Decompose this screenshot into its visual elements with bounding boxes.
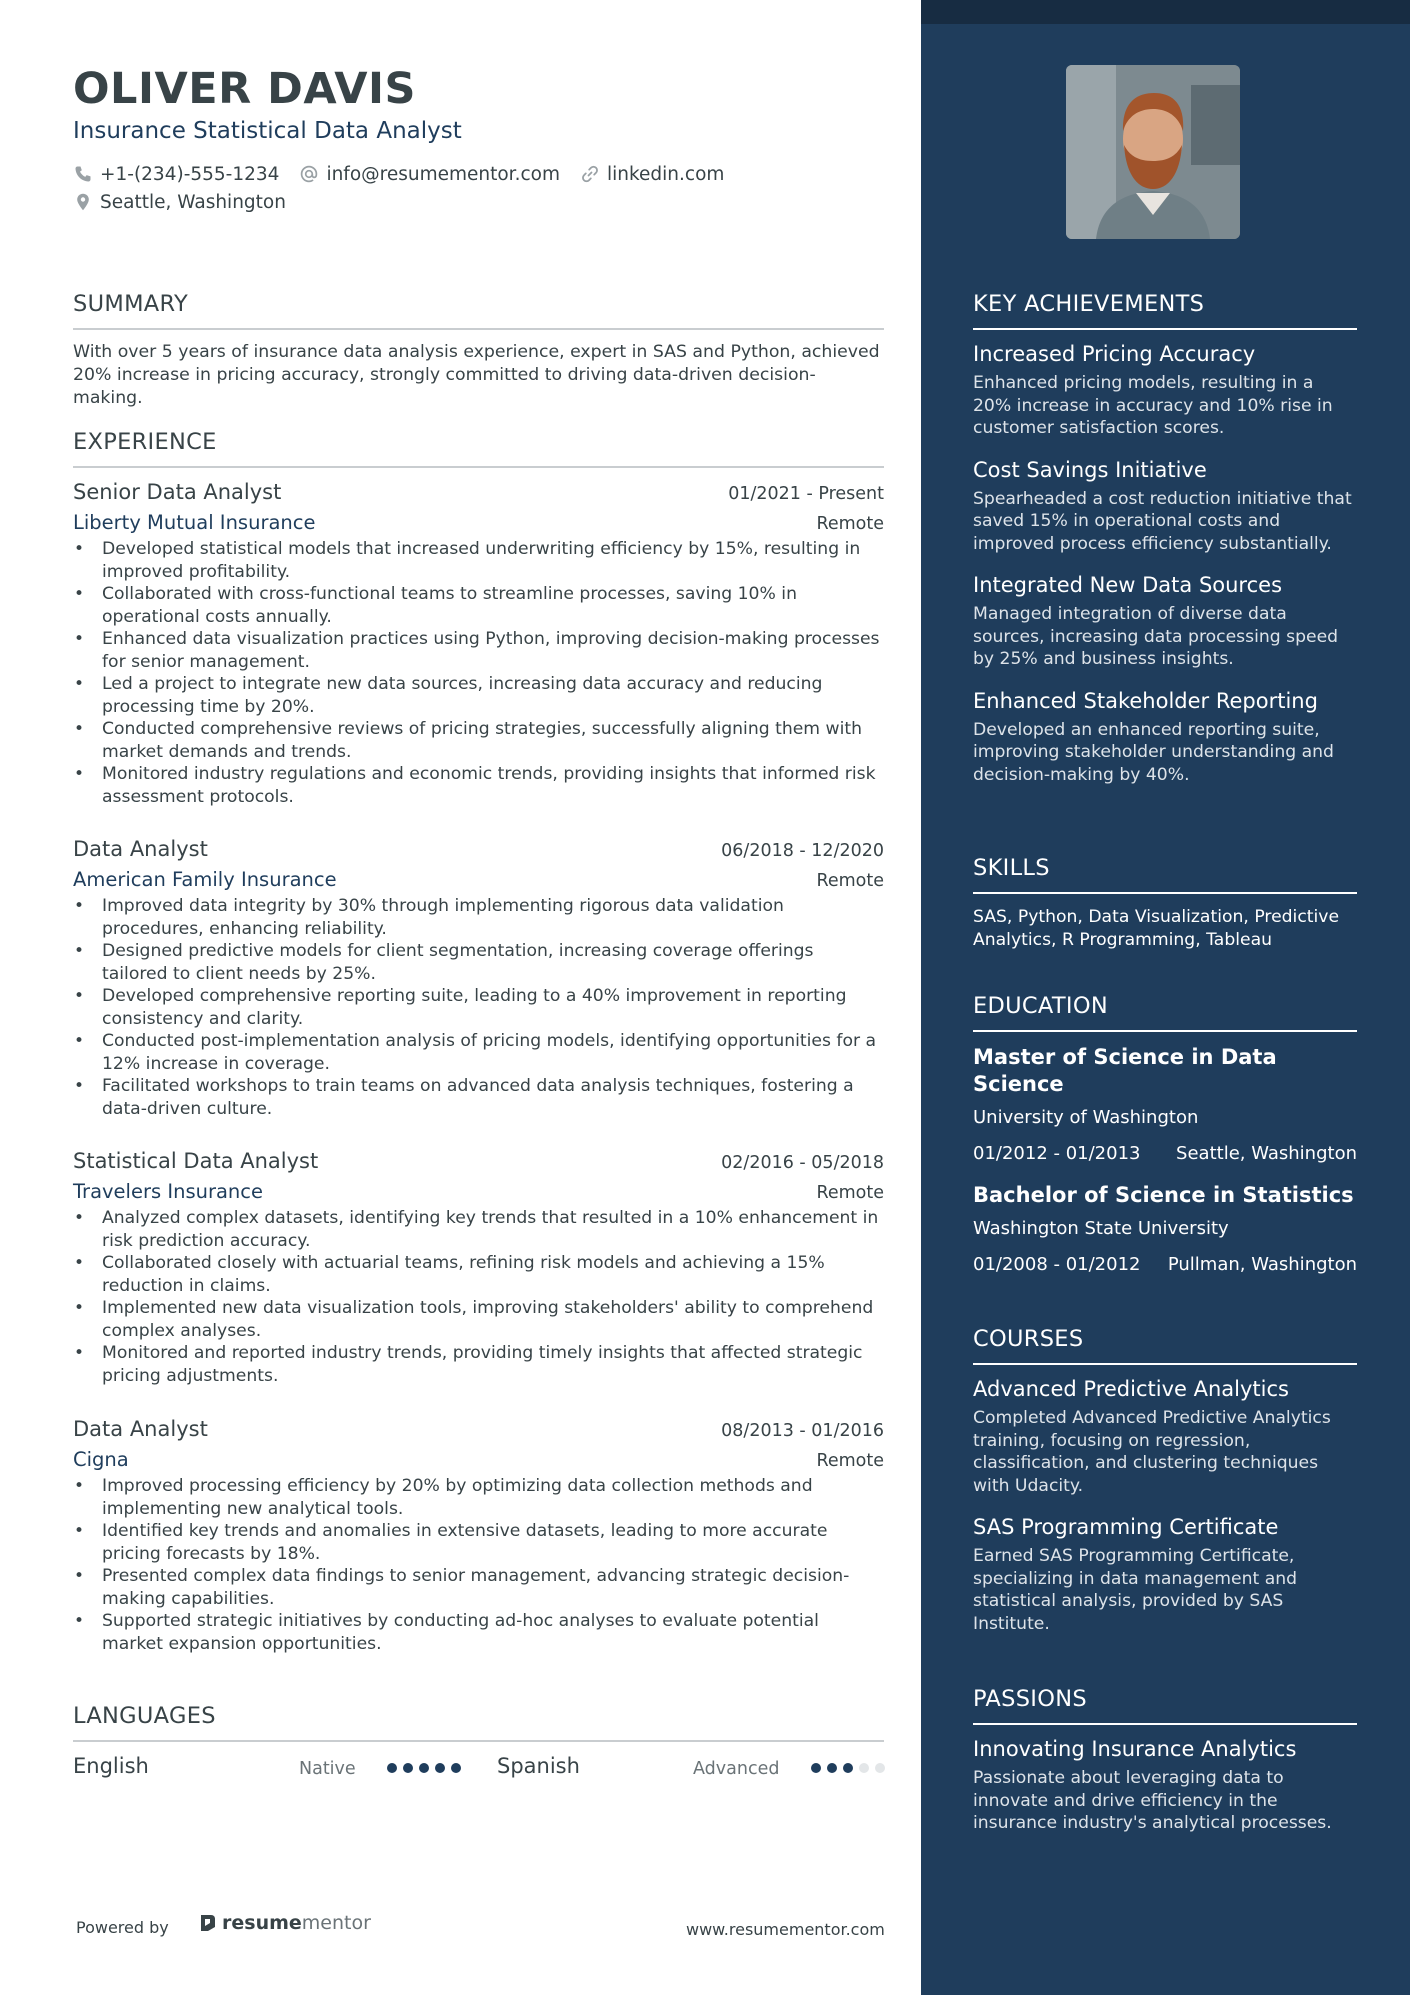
job-title: Data Analyst bbox=[73, 1417, 208, 1441]
education-dates: 01/2012 - 01/2013 bbox=[973, 1143, 1141, 1164]
job-dates: 06/2018 - 12/2020 bbox=[721, 841, 884, 861]
skills-block bbox=[973, 906, 1357, 951]
location-contact bbox=[73, 192, 286, 213]
language-rating bbox=[811, 1763, 891, 1773]
job-title: Data Analyst bbox=[73, 837, 208, 861]
contact-info bbox=[73, 160, 893, 216]
achievement-item bbox=[973, 458, 1357, 556]
job-company: Liberty Mutual Insurance bbox=[73, 511, 316, 534]
email-contact[interactable] bbox=[299, 164, 560, 185]
job-bullet: • Presented complex data findings to senior management, advancing strategic decision-making capabilities. bbox=[73, 1565, 884, 1610]
candidate-role: Insurance Statistical Data Analyst bbox=[73, 118, 462, 144]
achievement-title: Integrated New Data Sources bbox=[973, 573, 1283, 597]
job-company: American Family Insurance bbox=[73, 868, 337, 891]
education-degree: Master of Science in Data Science bbox=[973, 1045, 1277, 1096]
rating-dot-filled bbox=[451, 1763, 461, 1773]
education-heading: EDUCATION bbox=[973, 993, 1357, 1032]
achievement-desc: Spearheaded a cost reduction initiative that saved 15% in operational costs and improved process efficiency substantially. bbox=[973, 488, 1352, 554]
experience-heading: EXPERIENCE bbox=[73, 429, 884, 468]
job-bullets bbox=[73, 1207, 884, 1387]
job-location: Remote bbox=[816, 1451, 884, 1471]
job-dates: 02/2016 - 05/2018 bbox=[721, 1153, 884, 1173]
job-bullet: • Developed statistical models that increased underwriting efficiency by 15%, resulting in improved profitability. bbox=[73, 538, 884, 583]
job-bullet: • Monitored industry regulations and economic trends, providing insights that informed risk assessment protocols. bbox=[73, 763, 884, 808]
logo-mentor-text: mentor bbox=[301, 1912, 371, 1934]
experience-entry bbox=[73, 480, 884, 808]
job-bullet: • Facilitated workshops to train teams on advanced data analysis techniques, fostering a data-driven culture. bbox=[73, 1075, 884, 1120]
profile-photo bbox=[1066, 65, 1240, 239]
achievement-desc: Enhanced pricing models, resulting in a 20% increase in accuracy and 10% rise in customer satisfaction scores. bbox=[973, 373, 1333, 438]
job-bullet: • Developed comprehensive reporting suite, leading to a 40% improvement in reporting consistency and clarity. bbox=[73, 985, 884, 1030]
education-list bbox=[973, 1044, 1357, 1275]
candidate-name: OLIVER DAVIS bbox=[73, 64, 416, 114]
achievement-desc: Developed an enhanced reporting suite, improving stakeholder understanding and decision-making by 40%. bbox=[973, 719, 1334, 785]
achievement-title: Increased Pricing Accuracy bbox=[973, 342, 1256, 366]
job-bullets bbox=[73, 1475, 884, 1655]
passion-item bbox=[973, 1737, 1357, 1835]
skills-heading: SKILLS bbox=[973, 855, 1357, 894]
logo-icon bbox=[199, 1913, 217, 1933]
course-item bbox=[973, 1377, 1357, 1497]
languages-list bbox=[73, 1752, 884, 1784]
course-desc: Earned SAS Programming Certificate, specializing in data management and statistical analysis, provided by SAS Institute. bbox=[973, 1546, 1298, 1634]
achievement-item bbox=[973, 573, 1357, 671]
job-bullet: • Implemented new data visualization tools, improving stakeholders' ability to comprehend complex analyses. bbox=[73, 1297, 884, 1342]
achievement-desc: Managed integration of diverse data sources, increasing data processing speed by 25% and business insights. bbox=[973, 604, 1339, 669]
link-icon bbox=[580, 164, 600, 184]
rating-dot-filled bbox=[435, 1763, 445, 1773]
language-name: Spanish bbox=[497, 1754, 580, 1778]
job-bullet: • Improved processing efficiency by 20% by optimizing data collection methods and implementing new analytical tools. bbox=[73, 1475, 884, 1520]
rating-dot-filled bbox=[843, 1763, 853, 1773]
language-rating bbox=[387, 1763, 467, 1773]
education-school: University of Washington bbox=[973, 1107, 1199, 1128]
job-bullet: • Analyzed complex datasets, identifying key trends that resulted in a 10% enhancement in risk prediction accuracy. bbox=[73, 1207, 884, 1252]
resumementor-logo[interactable] bbox=[199, 1912, 371, 1934]
achievement-title: Cost Savings Initiative bbox=[973, 457, 1207, 482]
sidebar-top-band bbox=[921, 0, 1410, 24]
job-dates: 01/2021 - Present bbox=[728, 484, 884, 504]
email-text: info@resumementor.com bbox=[326, 163, 560, 185]
skills-text: SAS, Python, Data Visualization, Predictive Analytics, R Programming, Tableau bbox=[973, 907, 1340, 950]
passion-desc: Passionate about leveraging data to innovate and drive efficiency in the insurance industry's analytical processes. bbox=[973, 1768, 1332, 1833]
job-title: Statistical Data Analyst bbox=[73, 1149, 319, 1173]
courses-list bbox=[973, 1377, 1357, 1653]
course-desc: Completed Advanced Predictive Analytics training, focusing on regression, classification, and clustering techniques with Udacity. bbox=[973, 1408, 1331, 1496]
location-text: Seattle, Washington bbox=[100, 191, 286, 213]
passions-list bbox=[973, 1737, 1357, 1853]
passion-title: Innovating Insurance Analytics bbox=[973, 1737, 1297, 1761]
language-level: Advanced bbox=[693, 1759, 780, 1779]
phone-icon bbox=[73, 164, 93, 184]
rating-dot-filled bbox=[387, 1763, 397, 1773]
job-dates: 08/2013 - 01/2016 bbox=[721, 1421, 884, 1441]
job-bullet: • Conducted comprehensive reviews of pricing strategies, successfully aligning them with market demands and trends. bbox=[73, 718, 884, 763]
summary-text: With over 5 years of insurance data analysis experience, expert in SAS and Python, achieved 20% increase in pricing accuracy, strongly committed to driving data-driven decision-making. bbox=[73, 342, 880, 408]
job-bullet: • Improved data integrity by 30% through implementing rigorous data validation procedures, enhancing reliability. bbox=[73, 895, 884, 940]
phone-text: +1-(234)-555-1234 bbox=[100, 163, 280, 185]
experience-entry bbox=[73, 1417, 884, 1655]
job-bullet: • Led a project to integrate new data sources, increasing data accuracy and reducing processing time by 20%. bbox=[73, 673, 884, 718]
education-school: Washington State University bbox=[973, 1218, 1229, 1239]
job-company: Travelers Insurance bbox=[73, 1180, 264, 1203]
job-company: Cigna bbox=[73, 1448, 129, 1471]
footer-url[interactable]: www.resumementor.com bbox=[686, 1920, 885, 1939]
job-bullet: • Collaborated closely with actuarial teams, refining risk models and achieving a 15% reduction in claims. bbox=[73, 1252, 884, 1297]
job-location: Remote bbox=[816, 871, 884, 891]
rating-dot-filled bbox=[403, 1763, 413, 1773]
rating-dot-filled bbox=[827, 1763, 837, 1773]
achievement-title: Enhanced Stakeholder Reporting bbox=[973, 688, 1318, 713]
rating-dot-filled bbox=[811, 1763, 821, 1773]
passions-heading: PASSIONS bbox=[973, 1686, 1357, 1725]
education-dates: 01/2008 - 01/2012 bbox=[973, 1254, 1141, 1275]
logo-resume-text: resume bbox=[222, 1912, 302, 1934]
phone-contact[interactable] bbox=[73, 164, 279, 185]
location-pin-icon bbox=[73, 192, 93, 212]
rating-dot-filled bbox=[419, 1763, 429, 1773]
job-bullets bbox=[73, 538, 884, 808]
experience-entry bbox=[73, 1149, 884, 1387]
education-location: Seattle, Washington bbox=[1176, 1143, 1357, 1164]
summary-heading: SUMMARY bbox=[73, 291, 884, 330]
sidebar bbox=[921, 0, 1410, 1995]
education-item bbox=[973, 1182, 1357, 1275]
achievement-item bbox=[973, 342, 1357, 440]
course-item bbox=[973, 1515, 1357, 1635]
powered-by-label: Powered by bbox=[76, 1918, 169, 1937]
achievement-item bbox=[973, 689, 1357, 787]
job-bullets bbox=[73, 895, 884, 1120]
job-bullet: • Identified key trends and anomalies in extensive datasets, leading to more accurate pricing forecasts by 18%. bbox=[73, 1520, 884, 1565]
education-item bbox=[973, 1044, 1357, 1164]
linkedin-contact[interactable] bbox=[580, 164, 724, 185]
job-location: Remote bbox=[816, 1183, 884, 1203]
job-bullet: • Enhanced data visualization practices using Python, improving decision-making processes for senior management. bbox=[73, 628, 884, 673]
rating-dot-empty bbox=[875, 1763, 885, 1773]
job-bullet: • Monitored and reported industry trends, providing timely insights that affected strategic pricing adjustments. bbox=[73, 1342, 884, 1387]
at-icon bbox=[299, 164, 319, 184]
experience-entry bbox=[73, 837, 884, 1120]
achievements-heading: KEY ACHIEVEMENTS bbox=[973, 291, 1357, 330]
rating-dot-empty bbox=[859, 1763, 869, 1773]
education-degree: Bachelor of Science in Statistics bbox=[973, 1183, 1354, 1207]
linkedin-text: linkedin.com bbox=[606, 163, 725, 185]
language-name: English bbox=[73, 1754, 149, 1778]
languages-heading: LANGUAGES bbox=[73, 1703, 884, 1742]
courses-heading: COURSES bbox=[973, 1326, 1357, 1365]
education-location: Pullman, Washington bbox=[1167, 1254, 1357, 1275]
job-bullet: • Collaborated with cross-functional teams to streamline processes, saving 10% in operational costs annually. bbox=[73, 583, 884, 628]
achievements-list bbox=[973, 342, 1357, 804]
job-location: Remote bbox=[816, 514, 884, 534]
job-bullet: • Supported strategic initiatives by conducting ad-hoc analyses to evaluate potential market expansion opportunities. bbox=[73, 1610, 884, 1655]
job-title: Senior Data Analyst bbox=[73, 480, 282, 504]
job-bullet: • Designed predictive models for client segmentation, increasing coverage offerings tailored to client needs by 25%. bbox=[73, 940, 884, 985]
course-title: SAS Programming Certificate bbox=[973, 1515, 1279, 1539]
language-level: Native bbox=[299, 1759, 356, 1779]
job-bullet: • Conducted post-implementation analysis of pricing models, identifying opportunities for a 12% increase in coverage. bbox=[73, 1030, 884, 1075]
course-title: Advanced Predictive Analytics bbox=[973, 1377, 1289, 1401]
